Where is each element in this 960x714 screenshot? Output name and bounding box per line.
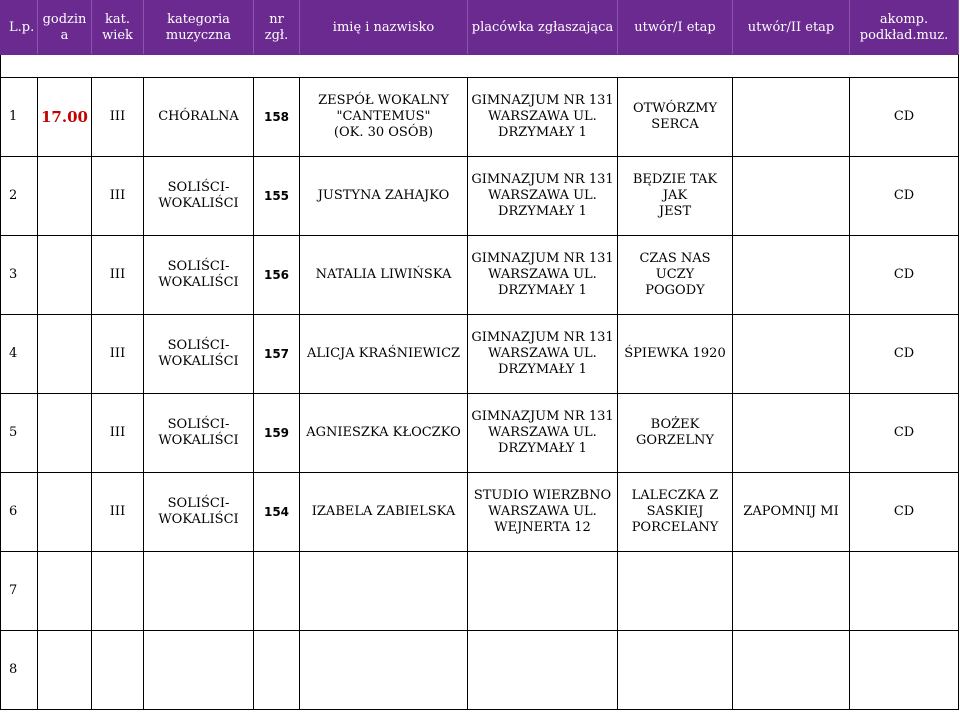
cell-imie (300, 552, 468, 631)
cell-imie: JUSTYNA ZAHAJKO (300, 157, 468, 236)
cell-kat: III (92, 473, 144, 552)
cell-nr-zgl (254, 631, 300, 710)
header-imie: imię i nazwisko (300, 1, 468, 55)
cell-nr-zgl: 155 (254, 157, 300, 236)
cell-imie: ALICJA KRAŚNIEWICZ (300, 315, 468, 394)
cell-placowka: STUDIO WIERZBNO WARSZAWA UL. WEJNERTA 12 (468, 473, 618, 552)
cell-utwor2 (733, 552, 850, 631)
cell-nr-zgl: 159 (254, 394, 300, 473)
header-placowka: placówka zgłaszająca (468, 1, 618, 55)
spacer-cell (38, 55, 92, 78)
cell-kategoria: SOLIŚCI- WOKALIŚCI (144, 394, 254, 473)
header-godzina: godzina (38, 1, 92, 55)
cell-kat: III (92, 157, 144, 236)
table-row (1, 157, 959, 236)
cell-kategoria: SOLIŚCI- WOKALIŚCI (144, 473, 254, 552)
spacer-cell (144, 55, 254, 78)
spacer-cell (1, 55, 38, 78)
cell-placowka (468, 552, 618, 631)
cell-akomp: CD (850, 236, 959, 315)
cell-akomp (850, 552, 959, 631)
cell-nr-zgl: 157 (254, 315, 300, 394)
cell-utwor2 (733, 631, 850, 710)
cell-placowka: GIMNAZJUM NR 131 WARSZAWA UL. DRZYMAŁY 1 (468, 236, 618, 315)
cell-akomp: CD (850, 315, 959, 394)
header-nr-zgl: nr zgł. (254, 1, 300, 55)
cell-utwor2: ZAPOMNIJ MI (733, 473, 850, 552)
cell-godzina (38, 552, 92, 631)
cell-lp: 8 (1, 631, 38, 710)
cell-utwor2 (733, 315, 850, 394)
spacer-row (1, 55, 959, 78)
header-utwor1: utwór/I etap (618, 1, 733, 55)
cell-utwor1: LALECZKA Z SASKIEJ PORCELANY (618, 473, 733, 552)
spacer-cell (300, 55, 468, 78)
cell-imie: ZESPÓŁ WOKALNY "CANTEMUS" (OK. 30 OSÓB) (300, 78, 468, 157)
cell-nr-zgl: 154 (254, 473, 300, 552)
cell-utwor2 (733, 157, 850, 236)
cell-godzina (38, 394, 92, 473)
cell-lp: 6 (1, 473, 38, 552)
spacer-cell (92, 55, 144, 78)
spacer-cell (850, 55, 959, 78)
header-utwor2: utwór/II etap (733, 1, 850, 55)
cell-kategoria (144, 552, 254, 631)
cell-lp: 2 (1, 157, 38, 236)
cell-utwor1: ŚPIEWKA 1920 (618, 315, 733, 394)
cell-lp: 7 (1, 552, 38, 631)
cell-utwor1: OTWÓRZMY SERCA (618, 78, 733, 157)
cell-nr-zgl (254, 552, 300, 631)
cell-kategoria: SOLIŚCI- WOKALIŚCI (144, 315, 254, 394)
cell-akomp: CD (850, 473, 959, 552)
cell-placowka: GIMNAZJUM NR 131 WARSZAWA UL. DRZYMAŁY 1 (468, 78, 618, 157)
cell-placowka: GIMNAZJUM NR 131 WARSZAWA UL. DRZYMAŁY 1 (468, 394, 618, 473)
cell-godzina (38, 157, 92, 236)
cell-kat: III (92, 394, 144, 473)
table-row (1, 236, 959, 315)
table-row (1, 552, 959, 631)
cell-godzina (38, 631, 92, 710)
cell-kategoria: CHÓRALNA (144, 78, 254, 157)
cell-imie: AGNIESZKA KŁOCZKO (300, 394, 468, 473)
cell-utwor1: BOŻEK GORZELNY (618, 394, 733, 473)
cell-akomp: CD (850, 394, 959, 473)
cell-utwor1: BĘDZIE TAK JAK JEST (618, 157, 733, 236)
cell-placowka: GIMNAZJUM NR 131 WARSZAWA UL. DRZYMAŁY 1 (468, 157, 618, 236)
cell-kat: III (92, 315, 144, 394)
cell-imie: IZABELA ZABIELSKA (300, 473, 468, 552)
cell-nr-zgl: 156 (254, 236, 300, 315)
header-row (1, 1, 959, 55)
cell-lp: 3 (1, 236, 38, 315)
cell-lp: 5 (1, 394, 38, 473)
cell-imie: NATALIA LIWIŃSKA (300, 236, 468, 315)
cell-utwor1 (618, 631, 733, 710)
cell-godzina (38, 473, 92, 552)
cell-utwor2 (733, 236, 850, 315)
cell-utwor2 (733, 78, 850, 157)
cell-akomp: CD (850, 157, 959, 236)
table-row (1, 315, 959, 394)
cell-akomp: CD (850, 78, 959, 157)
cell-placowka (468, 631, 618, 710)
header-lp: L.p. (1, 1, 38, 55)
spacer-cell (618, 55, 733, 78)
header-kat-wiek: kat. wiek (92, 1, 144, 55)
cell-kat: III (92, 236, 144, 315)
cell-kategoria (144, 631, 254, 710)
cell-godzina (38, 315, 92, 394)
header-akomp: akomp. podkład.muz. (850, 1, 959, 55)
table-row (1, 78, 959, 157)
cell-lp: 1 (1, 78, 38, 157)
cell-imie (300, 631, 468, 710)
cell-akomp (850, 631, 959, 710)
table-row (1, 394, 959, 473)
cell-godzina (38, 236, 92, 315)
cell-kat (92, 552, 144, 631)
cell-kat: III (92, 78, 144, 157)
cell-placowka: GIMNAZJUM NR 131 WARSZAWA UL. DRZYMAŁY 1 (468, 315, 618, 394)
table-row (1, 473, 959, 552)
cell-utwor1 (618, 552, 733, 631)
spacer-cell (468, 55, 618, 78)
cell-utwor1: CZAS NAS UCZY POGODY (618, 236, 733, 315)
spacer-cell (254, 55, 300, 78)
spacer-cell (733, 55, 850, 78)
cell-kat (92, 631, 144, 710)
table-row (1, 631, 959, 710)
cell-utwor2 (733, 394, 850, 473)
cell-kategoria: SOLIŚCI- WOKALIŚCI (144, 157, 254, 236)
cell-kategoria: SOLIŚCI- WOKALIŚCI (144, 236, 254, 315)
cell-lp: 4 (1, 315, 38, 394)
header-kategoria: kategoria muzyczna (144, 1, 254, 55)
cell-godzina: 17.00 (38, 78, 92, 157)
cell-nr-zgl: 158 (254, 78, 300, 157)
